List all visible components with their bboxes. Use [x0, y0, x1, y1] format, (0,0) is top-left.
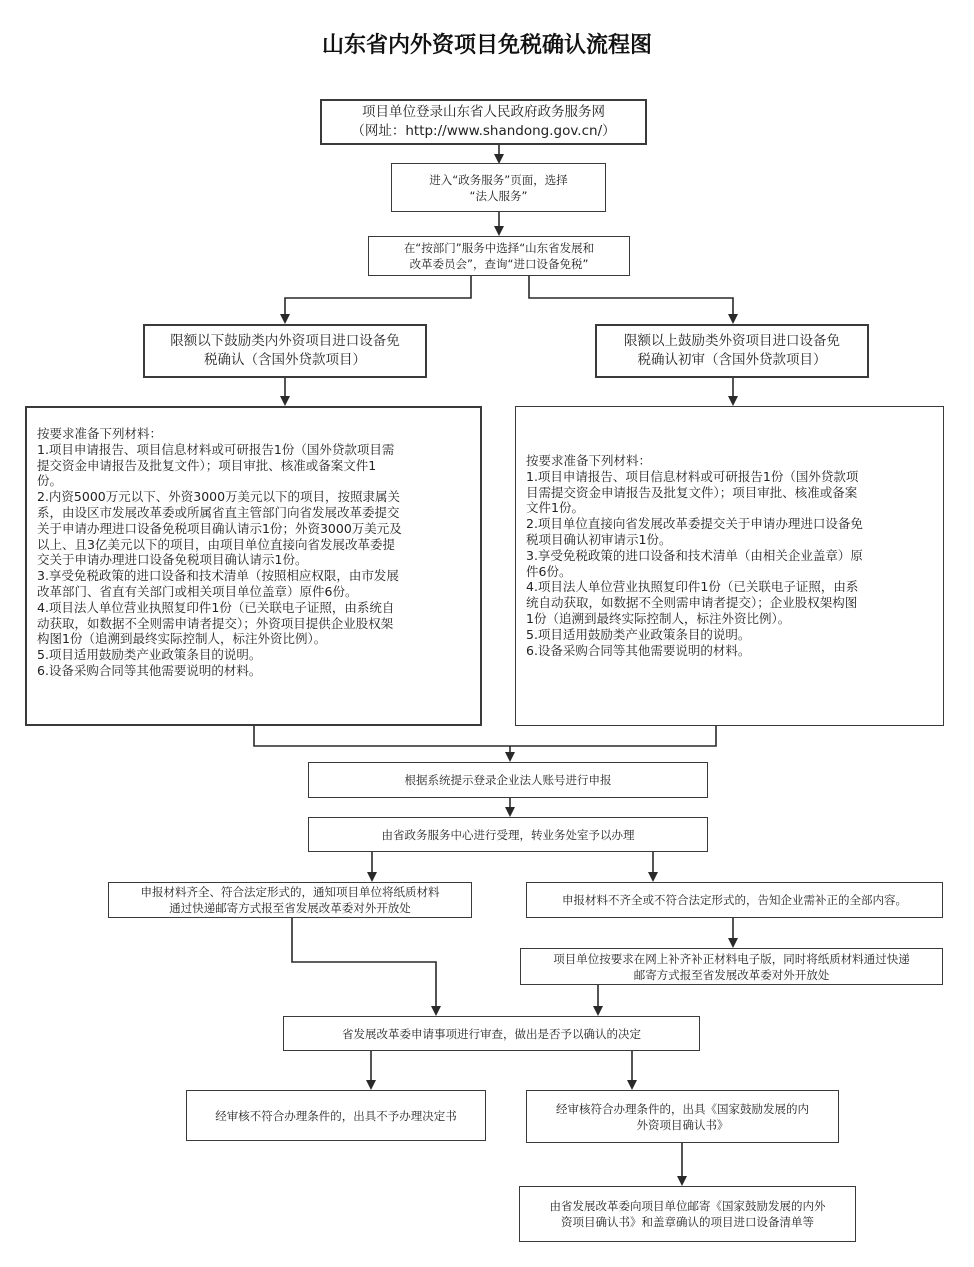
- right-branch-line-1: 限额以上鼓励类外资项目进口设备免: [624, 333, 840, 349]
- step-review-box: [283, 1016, 700, 1051]
- line-left-merge: [254, 726, 510, 746]
- left-branch-box: [143, 324, 427, 378]
- step-approve-box: [526, 1090, 839, 1143]
- step-declare-text: 根据系统提示登录企业法人账号进行申报: [404, 773, 612, 787]
- right-materials-line: 5.项目适用鼓励类产业政策条目的说明。: [526, 626, 751, 642]
- left-materials-line: 4.项目法人单位营业执照复印件1份（已关联电子证照，由系统自: [37, 599, 395, 615]
- step-accept-box: [308, 817, 708, 852]
- step-login-line-1: 项目单位登录山东省人民政府政务服务网: [361, 104, 605, 120]
- left-materials-line: 交关于申请办理进口设备免税项目确认请示1份。: [37, 552, 308, 568]
- step-mail-box: [519, 1186, 856, 1242]
- right-materials-line: 按要求准备下列材料：: [526, 453, 652, 468]
- step-complete-line-2: 通过快递邮寄方式报至省发展改革委对外开放处: [169, 901, 411, 915]
- step-incomplete-text: 申报材料不齐全或不符合法定形式的，告知企业需补正的全部内容。: [562, 893, 907, 907]
- step-reject-box: [186, 1090, 486, 1141]
- step-enter-line-1: 进入“政务服务”页面，选择: [429, 172, 568, 187]
- step-supplement-line-2: 邮寄方式报至省发展改革委对外开放处: [633, 967, 830, 982]
- left-materials-line: 3.享受免税政策的进口设备和技术清单（按照相应权限，由市发展: [37, 568, 399, 584]
- left-materials-line: 份。: [37, 473, 63, 489]
- left-materials-box: [25, 406, 482, 726]
- left-materials-line: 系，由设区市发展改革委或所属省直主管部门向省发展改革委提交: [37, 504, 400, 520]
- step-mail-line-1: 由省发展改革委向项目单位邮寄《国家鼓励发展的内外: [549, 1199, 826, 1213]
- step-approve-line-2: 外资项目确认书》: [636, 1117, 729, 1132]
- right-materials-line: 统自动获取，如数据不全则需申请者提交）；企业股权架构图: [526, 595, 858, 611]
- step-complete-line-1: 申报材料齐全、符合法定形式的，通知项目单位将纸质材料: [140, 885, 440, 899]
- left-materials-line: 改革部门、省直有关部门或相关项目单位盖章）原件6份。: [37, 583, 358, 599]
- step-enter-box: [391, 163, 606, 212]
- step-select-line-2: 改革委员会”，查询“进口设备免税”: [409, 257, 589, 271]
- step-incomplete-box: [526, 882, 943, 918]
- right-branch-box: [595, 324, 869, 378]
- right-materials-line: 件6份。: [526, 563, 572, 579]
- left-materials-line: 1.项目申请报告、项目信息材料或可研报告1份（国外贷款项目需: [37, 441, 395, 457]
- step-reject-text: 经审核不符合办理条件的，出具不予办理决定书: [215, 1108, 457, 1123]
- arrow-select-right: [529, 276, 733, 322]
- step-select-box: [368, 236, 630, 276]
- right-materials-line: 4.项目法人单位营业执照复印件1份（已关联电子证照，由系: [526, 579, 859, 595]
- page-title: 山东省内外资项目免税确认流程图: [321, 33, 652, 58]
- step-enter-line-2: “法人服务”: [469, 188, 528, 203]
- step-select-line-1: 在“按部门”服务中选择“山东省发展和: [403, 241, 595, 255]
- right-materials-line: 6.设备采购合同等其他需要说明的材料。: [526, 642, 751, 658]
- arrow-complete-review: [292, 918, 436, 1014]
- left-materials-line: 按要求准备下列材料：: [37, 426, 163, 441]
- left-branch-line-2: 税确认（含国外贷款项目）: [204, 352, 366, 368]
- left-branch-line-1: 限额以下鼓励类内外资项目进口设备免: [170, 333, 400, 349]
- left-materials-line: 提交资金申请报告及批复文件）；项目审批、核准或备案文件1: [37, 457, 377, 473]
- right-materials-line: 文件1份。: [526, 500, 584, 516]
- right-materials-box: [515, 406, 944, 726]
- left-materials-line: 以上、且3亿美元以下的项目，由项目单位直接向省发展改革委提: [37, 536, 395, 552]
- step-supplement-line-1: 项目单位按要求在网上补齐补正材料电子版，同时将纸质材料通过快递: [553, 951, 910, 966]
- step-review-text: 省发展改革委申请事项进行审查，做出是否予以确认的决定: [342, 1026, 641, 1041]
- right-materials-line: 税项目确认初审请示1份。: [526, 531, 672, 547]
- right-branch-line-2: 税确认初审（含国外贷款项目）: [637, 352, 827, 368]
- arrow-select-left: [285, 276, 471, 322]
- step-login-line-2: （网址：http://www.shandong.gov.cn/）: [351, 123, 616, 139]
- step-complete-box: [108, 882, 472, 918]
- step-mail-line-2: 资项目确认书》和盖章确认的项目进口设备清单等: [561, 1215, 814, 1229]
- step-accept-text: 由省政务服务中心进行受理，转业务处室予以办理: [381, 827, 635, 842]
- step-declare-box: [308, 762, 708, 798]
- right-materials-line: 2.项目单位直接向省发展改革委提交关于申请办理进口设备免: [526, 516, 863, 532]
- left-materials-line: 5.项目适用鼓励类产业政策条目的说明。: [37, 647, 262, 663]
- step-login-box: [320, 99, 647, 145]
- left-materials-line: 动获取，如数据不全则需申请者提交）；外资项目提供企业股权架: [37, 615, 394, 631]
- left-materials-line: 6.设备采购合同等其他需要说明的材料。: [37, 662, 262, 678]
- right-materials-line: 1.项目申请报告、项目信息材料或可研报告1份（国外贷款项: [526, 468, 859, 484]
- step-approve-line-1: 经审核符合办理条件的，出具《国家鼓励发展的内: [556, 1101, 809, 1116]
- left-materials-line: 构图1份（追溯到最终实际控制人，标注外资比例）。: [37, 631, 327, 647]
- right-materials-line: 3.享受免税政策的进口设备和技术清单（由相关企业盖章）原: [526, 547, 863, 563]
- left-materials-line: 2.内资5000万元以下、外资3000万美元以下的项目，按照隶属关: [37, 489, 401, 505]
- right-materials-line: 1份（追溯到最终实际控制人，标注外资比例）。: [526, 610, 791, 626]
- step-supplement-box: [520, 948, 943, 985]
- right-materials-line: 目需提交资金申请报告及批复文件）；项目审批、核准或备案: [526, 484, 858, 500]
- line-right-merge: [510, 726, 716, 746]
- left-materials-line: 关于申请办理进口设备免税项目确认请示1份；外资3000万美元及: [37, 520, 402, 536]
